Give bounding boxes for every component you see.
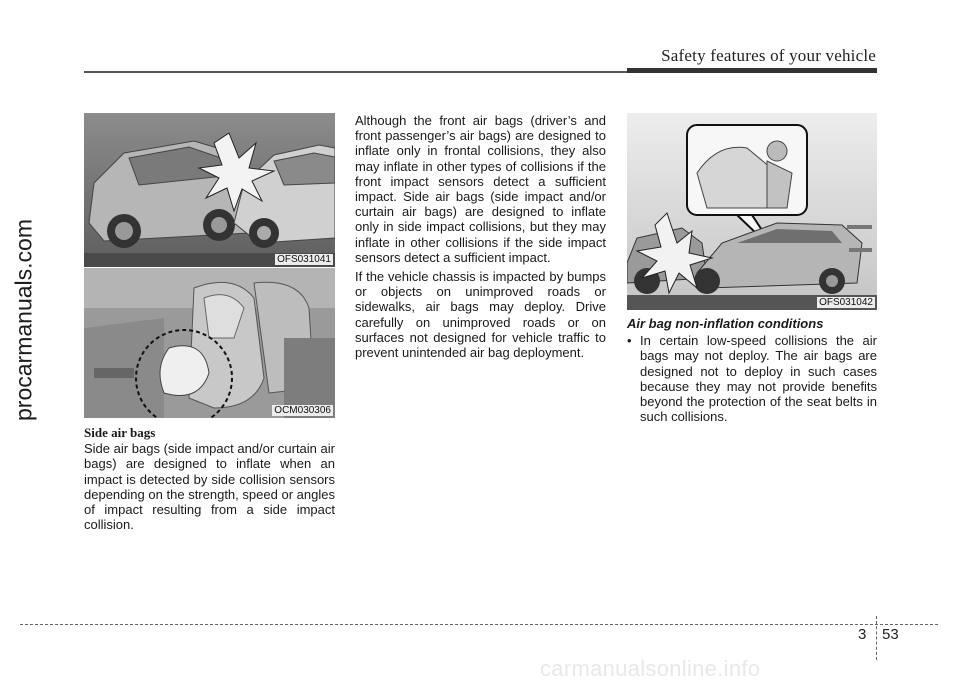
side-air-bags-section <box>84 423 335 536</box>
paragraph: Side air bags (side impact and/or curtain air bags) are designed to inflate when an impact is detected by side collision sensors depending on the strength, speed or angles of impact resulting from a side impact collision. <box>84 441 335 533</box>
footer-rule <box>20 624 938 625</box>
section-heading: Side air bags <box>84 425 156 440</box>
photo-code: OFS031041 <box>277 254 331 265</box>
header-accent-bar <box>627 68 877 73</box>
bullet-text: In certain low-speed collisions the air bags may not deploy. The air bags are designed not to deploy in such cases because they may not provide benefits beyond the protection of the seat belts in such collisions. <box>640 333 877 425</box>
chassis-impact-illustration <box>627 113 877 310</box>
page-header-title: Safety features of your vehicle <box>661 46 876 65</box>
side-collision-illustration <box>84 113 335 267</box>
paragraph: If the vehicle chassis is impacted by bumps or objects on unimproved roads or sidewalks, air bags may deploy. Drive carefully on unimproved roads or on surfaces not designed for vehicle traffic to prevent unintended air bag deployment. <box>355 269 606 361</box>
non-inflation-section <box>627 316 877 428</box>
side-watermark: procarmanuals.com <box>10 219 37 421</box>
photo-code: OFS031042 <box>819 297 873 308</box>
bottom-watermark: carmanualsonline.info <box>540 656 761 681</box>
bullet-dot: • <box>627 333 632 349</box>
section-heading: Air bag non-inflation conditions <box>627 316 824 331</box>
footer-divider <box>876 616 877 660</box>
paragraph: Although the front air bags (driver’s and front passenger’s air bags) are designed to inflate only in frontal collisions, they also may inflate in other types of collisions if the front impact sensors detect a sufficient impact. Side air bags (side impact and/or curtain air bags) are designed to inflate only in side impact collisions, but they may inflate in other collisions if the side impact sensors detect a sufficient impact. <box>355 113 606 265</box>
photo-code: OCM030306 <box>274 405 331 416</box>
chapter-number: 3 <box>858 626 867 643</box>
side-airbag-seat-illustration <box>84 268 335 418</box>
airbag-inflation-text <box>355 113 606 364</box>
bullet-item <box>627 333 877 424</box>
page-number: 53 <box>882 626 899 643</box>
